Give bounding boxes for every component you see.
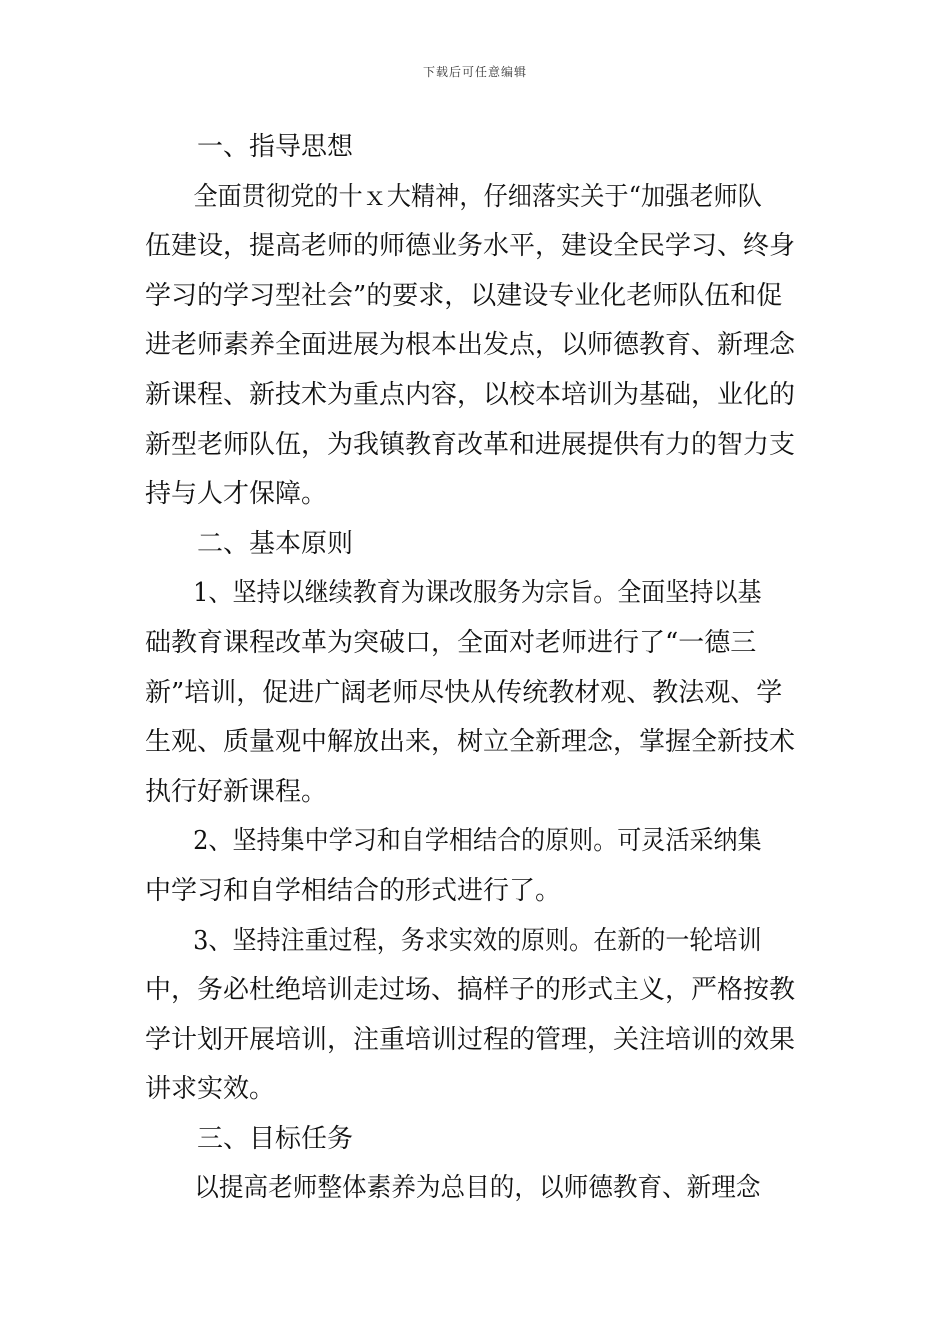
text-line: 3、坚持注重过程，务求实效的原则。在新的一轮培训 [193, 925, 762, 956]
text-line: 一、指导思想 [197, 132, 354, 162]
text-line: 础教育课程改革为突破口，全面对老师进行了“一德三 [145, 627, 757, 658]
text-line: 二、基本原则 [197, 528, 354, 559]
text-line: 伍建设，提高老师的师德业务水平，建设全民学习、终身 [145, 231, 796, 262]
text-line: 持与人才保障。 [145, 479, 328, 510]
text-line: 学习的学习型社会”的要求，以建设专业化老师队伍和促 [145, 280, 783, 311]
text-line: 1、坚持以继续教育为课改服务为宗旨。全面坚持以基 [193, 578, 762, 609]
text-line: 新型老师队伍，为我镇教育改革和进展提供有力的智力支 [145, 429, 796, 460]
text-line: 讲求实效。 [145, 1074, 276, 1105]
text-line: 执行好新课程。 [145, 776, 328, 807]
paragraph-guiding-ideology [145, 173, 810, 520]
text-line: 以提高老师整体素养为总目的，以师德教育、新理念 [194, 1173, 761, 1204]
section-heading-goals-tasks [145, 1115, 810, 1165]
text-line: 2、坚持集中学习和自学相结合的原则。可灵活采纳集 [193, 826, 762, 857]
text-line: 学计划开展培训，注重培训过程的管理，关注培训的效果 [145, 1024, 796, 1055]
text-line: 生观、质量观中解放出来，树立全新理念，掌握全新技术 [145, 727, 796, 758]
text-line: 中，务必杜绝培训走过场、搞样子的形式主义，严格按教 [145, 975, 796, 1006]
section-heading-basic-principles [145, 520, 810, 570]
text-line: 新”培训，促进广阔老师尽快从传统教材观、教法观、学 [145, 677, 783, 708]
paragraph-principle-2 [145, 817, 810, 916]
document-body [145, 123, 810, 1214]
text-line: 中学习和自学相结合的形式进行了。 [145, 875, 562, 906]
text-line: 全面贯彻党的十ｘ大精神，仔细落实关于“加强老师队 [193, 181, 762, 212]
page-header-note: 下载后可任意编辑 [422, 65, 527, 79]
text-line: 三、目标任务 [197, 1123, 354, 1154]
paragraph-goals [145, 1164, 810, 1214]
text-line: 新课程、新技术为重点内容，以校本培训为基础，业化的 [145, 379, 796, 410]
text-line: 进老师素养全面进展为根本出发点，以师德教育、新理念 [145, 330, 796, 361]
paragraph-principle-1 [145, 569, 810, 817]
paragraph-principle-3 [145, 917, 810, 1115]
section-heading-guiding-ideology [145, 123, 810, 173]
